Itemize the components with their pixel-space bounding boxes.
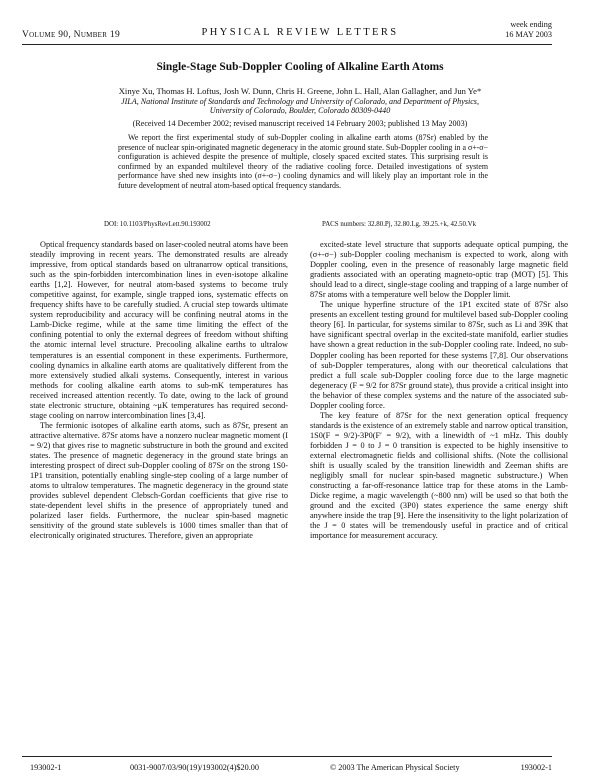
journal-name: PHYSICAL REVIEW LETTERS xyxy=(201,27,399,38)
body-paragraph: Optical frequency standards based on laser-cooled neutral atoms have been steadily improving in recent years. The demonstrated results are already impressive, from optical standards based on ultranarrow optical transitions, such as the spin-forbidden intercombination lines in even-isotope alkaline earths [1,2]. However, for neutral atom-based systems to become truly competitive against, for example, single trapped ions, systematic effects on frequency shifts have to be carefully studied. A crucial step towards ultimate system reproducibility and accuracy will be confining neutral atoms in the Lamb-Dicke regime, while at the same time limiting the effect of the confining potential to only the external degrees of freedom without shifting the atomic internal level structure. Precooling alkaline earths to ultralow temperatures is an essential component in these experiments. Furthermore, cooling dynamics in alkaline earth atoms are qualitatively different from the more extensively studied alkali systems. Consequently, interest in various methods for cooling alkaline earth atoms to sub-mK temperatures has received increased attention recently. To date, owing to the lack of ground state electronic structure, obtaining ~μK temperatures has required second-stage cooling on narrow intercombination lines [3,4]. xyxy=(30,240,288,420)
article-code: 0031-9007/03/90(19)/193002(4)$20.00 xyxy=(130,763,259,772)
doi: DOI: 10.1103/PhysRevLett.90.193002 xyxy=(104,221,211,228)
author-list: Xinye Xu, Thomas H. Loftus, Josh W. Dunn, Chris H. Greene, John L. Hall, Alan Gallagher, and Jun Ye* xyxy=(118,86,482,96)
left-column xyxy=(30,240,288,541)
body-paragraph: The fermionic isotopes of alkaline earth atoms, such as 87Sr, present an attractive alternative. 87Sr atoms have a nonzero nuclear magnetic moment (I = 9/2) that gives rise to magnetic substructure in both the ground and excited states. The presence of magnetic degeneracy in the ground state brings an interesting prospect of direct sub-Doppler cooling of 87Sr on the strong 1S0-1P1 transition, potentially enabling single-step cooling of a large number of atoms to ultralow temperatures. The magnetic degeneracy in the ground state provides sublevel dependent Clebsch-Gordan coefficients that give rise to state-dependent level shifts in the presence of appropriately tuned and polarized laser fields. Furthermore, the nuclear spin-based magnetic sensitivity of the ground state sublevels is 1000 times smaller than that of electronically originated structures. Therefore, given an appropriate xyxy=(30,420,288,541)
page-number-right: 193002-1 xyxy=(520,763,552,772)
footer-rule xyxy=(22,756,552,757)
running-volume: Volume 90, Number 19 xyxy=(22,30,121,40)
body-paragraph: The unique hyperfine structure of the 1P1 excited state of 87Sr also presents an excellent testing ground for multilevel based sub-Doppler cooling theory [6]. In particular, for systems similar to 87Sr, such as Li and 39K that have significant spectral overlap in the excited-state manifold, earlier studies have shown a great reduction in the sub-Doppler cooling rate. Indeed, no sub-Doppler cooling has been reported for these systems [7,8]. Our observations of sub-Doppler temperatures, along with our theoretical calculations that predict a full scale sub-Doppler cooling force due to the large magnetic degeneracy (F = 9/2 for 87Sr ground state), thus provide a critical insight into the behavior of these complex systems and the nature of the associated sub-Doppler cooling force. xyxy=(310,300,568,410)
right-column xyxy=(310,240,568,541)
affiliation-line-2: University of Colorado, Boulder, Colorado 80309-0440 xyxy=(209,106,391,116)
body-paragraph: excited-state level structure that supports adequate optical pumping, the (σ+-σ−) sub-Doppler cooling mechanism is expected to work, along with Doppler cooling, even in the presence of reasonably large magnetic field gradients associated with an operating magneto-optic trap (MOT) [5]. This should lead to a direct, single-stage cooling and trapping of a large number of 87Sr atoms with a temperature well below the Doppler limit. xyxy=(310,240,568,300)
header-rule xyxy=(22,44,552,45)
paper-title: Single-Stage Sub-Doppler Cooling of Alkaline Earth Atoms xyxy=(156,61,444,73)
received-dates: (Received 14 December 2002; revised manuscript received 14 February 2003; published 13 May 2003) xyxy=(132,119,468,128)
pacs-numbers: PACS numbers: 32.80.Pj, 32.80.Lg, 39.25.+k, 42.50.Vk xyxy=(322,221,477,228)
body-paragraph: The key feature of 87Sr for the next generation optical frequency standards is the existence of an extremely stable and narrow optical transition, 1S0(F = 9/2)-3P0(F′ = 9/2), with a linewidth of ~1 mHz. This doubly forbidden J = 0 to J = 0 transition is expected to be highly insensitive to external electromagnetic fields and collisional shifts. (Note the collisional shift is usually scaled by the transition linewidth and Zeeman shifts are negligibly small for nuclear spin-based magnetic substructure.) When constructing a far-off-resonance lattice trap for these atoms in the Lamb-Dicke regime, a magic wavelength (~800 nm) will be used so that both the ground and the excited (3P0) states experience the same energy shift anywhere inside the trap [9]. Here the insensitivity to the light polarization of the J = 0 states will be tremendously useful in practice and of critical importance for measurement accuracy. xyxy=(310,410,568,541)
abstract: We report the first experimental study of sub-Doppler cooling in alkaline earth atoms (87Sr) enabled by the presence of nuclear spin-originated magnetic degeneracy in the atomic ground state. Sub-Doppler cooling in a σ+-σ− configuration is achieved despite the presence of multiple, closely spaced excited states. This surprising result is confirmed by an expanded multilevel theory of the radiative cooling force. Detailed investigations of system performance have shed new insights into (σ+-σ−) cooling dynamics and will likely play an important role in the future development of neutral atom-based optical frequency standards. xyxy=(118,133,488,190)
page-number-left: 193002-1 xyxy=(30,763,62,772)
issue-date-value: 16 MAY 2003 xyxy=(505,29,552,39)
issue-date xyxy=(505,20,552,39)
week-label: week ending xyxy=(510,20,552,29)
affiliation xyxy=(0,97,600,116)
copyright: © 2003 The American Physical Society xyxy=(330,763,460,772)
affiliation-line-1: JILA, National Institute of Standards and Technology and University of Colorado, and Department of Physics, xyxy=(121,97,479,106)
